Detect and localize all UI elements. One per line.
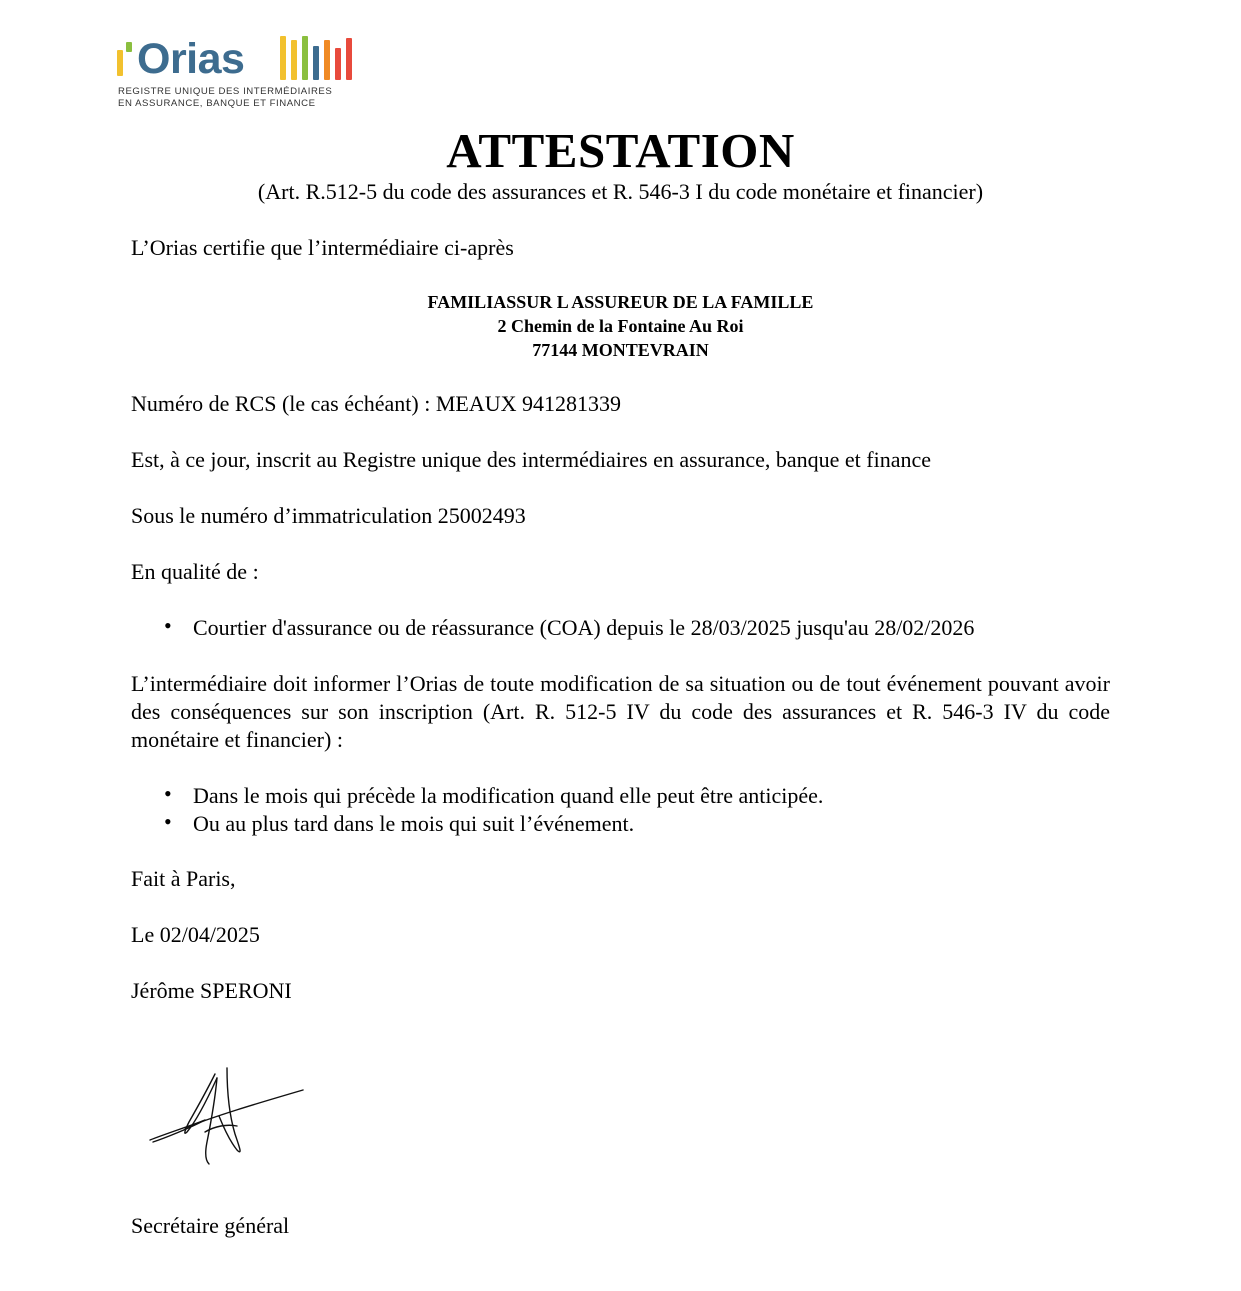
issue-date: Le 02/04/2025 (131, 922, 260, 947)
document-subtitle: (Art. R.512-5 du code des assurances et R. 546-3 I du code monétaire et financier) (257, 179, 984, 204)
logo-mark-icon (117, 42, 133, 76)
intermediary-street: 2 Chemin de la Fontaine Au Roi (497, 316, 744, 336)
intermediary-address (0, 290, 1241, 362)
document-title: ATTESTATION (446, 123, 795, 178)
signatory-name: Jérôme SPERONI (131, 978, 292, 1003)
registration-number: Sous le numéro d’immatriculation 25002493 (131, 503, 526, 528)
bullet-icon: • (164, 613, 172, 638)
logo-tagline-line2: EN ASSURANCE, BANQUE ET FINANCE (118, 98, 316, 109)
rcs-number: Numéro de RCS (le cas échéant) : MEAUX 941281339 (131, 391, 622, 416)
intermediary-name: FAMILIASSUR L ASSUREUR DE LA FAMILLE (427, 292, 814, 312)
signatory-title: Secrétaire général (131, 1213, 290, 1238)
capacity-item: Courtier d'assurance ou de réassurance (COA) depuis le 28/03/2025 jusqu'au 28/02/2026 (193, 615, 975, 640)
logo-bars-icon (280, 36, 355, 80)
place-of-issue: Fait à Paris, (131, 866, 236, 891)
handwritten-signature (145, 1060, 310, 1170)
logo-wordmark: Orias (137, 35, 245, 83)
obligation-item: Ou au plus tard dans le mois qui suit l’événement. (193, 811, 635, 836)
intro-text: L’Orias certifie que l’intermédiaire ci-après (131, 235, 514, 260)
orias-logo (117, 34, 357, 114)
capacity-label: En qualité de : (131, 559, 259, 584)
bullet-icon: • (164, 809, 172, 834)
logo-tagline-line1: REGISTRE UNIQUE DES INTERMÉDIAIRES (118, 86, 333, 97)
obligation-item: Dans le mois qui précède la modification quand elle peut être anticipée. (193, 783, 824, 808)
registered-statement: Est, à ce jour, inscrit au Registre unique des intermédiaires en assurance, banque et finance (131, 447, 931, 472)
intermediary-city: 77144 MONTEVRAIN (532, 340, 709, 360)
bullet-icon: • (164, 781, 172, 806)
obligation-paragraph: L’intermédiaire doit informer l’Orias de toute modification de sa situation ou de tout événement pouvant avoir des conséquences sur son inscription (Art. R. 512-5 IV du code des assurances et R. 546-3 IV du code monétaire et financier) : (131, 671, 1110, 752)
logo-tagline (118, 86, 332, 110)
